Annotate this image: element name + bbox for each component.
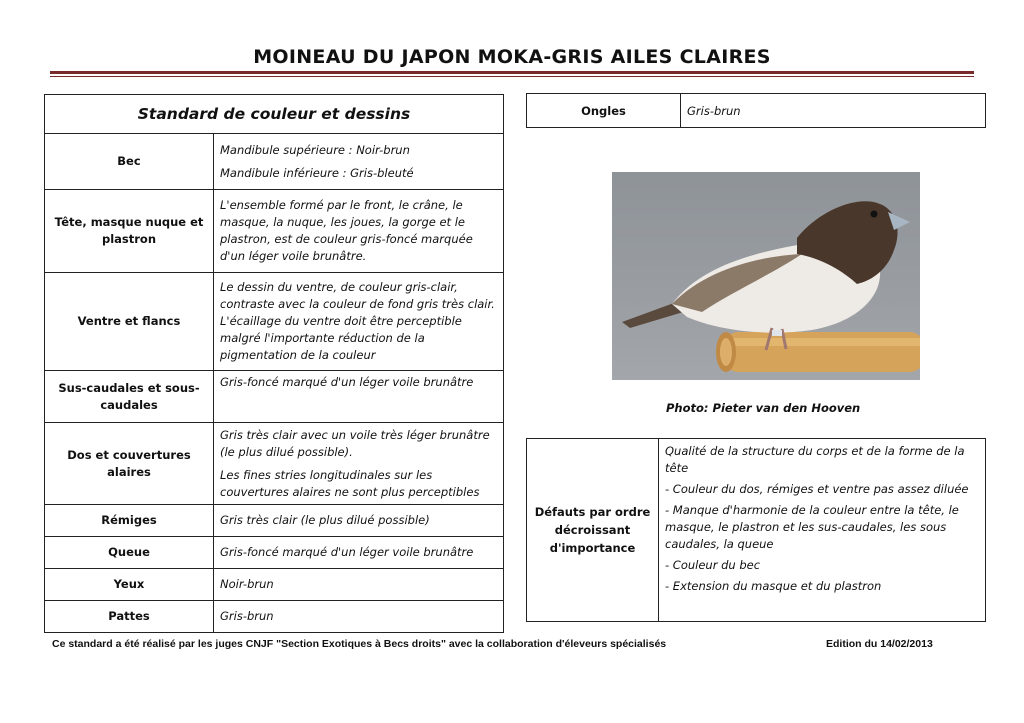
defaut-item: - Extension du masque et du plastron <box>665 579 882 593</box>
title-rule-thick <box>50 71 974 74</box>
perch-illustration <box>716 332 920 372</box>
defaut-item: - Manque d'harmonie de la couleur entre la tête, le masque, le plastron et les sus-caudales, les sous caudales, la queue <box>665 503 959 551</box>
row-value-ventre: Le dessin du ventre, de couleur gris-clair, contraste avec la couleur de fond gris très clair. L'écaillage du ventre doit être perceptible malgré l'importante réduction de la pigmentation de la couleur <box>214 273 504 371</box>
title-rule-thin <box>50 76 974 77</box>
footer-edition: Edition du 14/02/2013 <box>826 638 933 650</box>
defauts-table <box>526 438 986 622</box>
row-value-tete: L'ensemble formé par le front, le crâne, le masque, la nuque, les joues, la gorge et le plastron, est de couleur gris-foncé marquée d'un léger voile brunâtre. <box>214 190 504 273</box>
row-label-yeux: Yeux <box>45 569 214 601</box>
defaut-item: - Couleur du dos, rémiges et ventre pas assez diluée <box>665 482 969 496</box>
ongles-label: Ongles <box>527 94 681 128</box>
defauts-label: Défauts par ordre décroissant d'importance <box>527 439 659 622</box>
defaut-item: Qualité de la structure du corps et de la forme de la tête <box>665 444 965 475</box>
row-value-dos: Gris très clair avec un voile très léger brunâtre (le plus dilué possible). Les fines stries longitudinales sur les couvertures alaires ne sont plus perceptibles <box>214 423 504 505</box>
bird-illustration <box>622 201 910 350</box>
row-value-remiges: Gris très clair (le plus dilué possible) <box>214 505 504 537</box>
page-title: MOINEAU DU JAPON MOKA-GRIS AILES CLAIRES <box>253 46 771 68</box>
row-value-queue: Gris-foncé marqué d'un léger voile brunâtre <box>214 537 504 569</box>
standard-table <box>44 94 504 633</box>
bird-photo <box>612 172 920 380</box>
row-value-bec: Mandibule supérieure : Noir-brun Mandibule inférieure : Gris-bleuté <box>214 134 504 190</box>
row-label-tete: Tête, masque nuque et plastron <box>45 190 214 273</box>
row-label-remiges: Rémiges <box>45 505 214 537</box>
standard-heading: Standard de couleur et dessins <box>45 95 504 134</box>
ongles-value: Gris-brun <box>681 94 986 128</box>
ongles-table <box>526 93 986 128</box>
row-value-caudales: Gris-foncé marqué d'un léger voile brunâtre <box>214 371 504 423</box>
row-value-yeux: Noir-brun <box>214 569 504 601</box>
row-value-pattes: Gris-brun <box>214 601 504 633</box>
row-label-dos: Dos et couvertures alaires <box>45 423 214 505</box>
row-label-ventre: Ventre et flancs <box>45 273 214 371</box>
photo-credit: Photo: Pieter van den Hooven <box>666 401 861 415</box>
row-label-queue: Queue <box>45 537 214 569</box>
row-label-caudales: Sus-caudales et sous-caudales <box>45 371 214 423</box>
row-label-bec: Bec <box>45 134 214 190</box>
defaut-item: - Couleur du bec <box>665 558 761 572</box>
defauts-list <box>659 439 986 622</box>
footer-credit: Ce standard a été réalisé par les juges CNJF "Section Exotiques à Becs droits" avec la collaboration d'éleveurs spécialisés <box>52 638 667 650</box>
row-label-pattes: Pattes <box>45 601 214 633</box>
